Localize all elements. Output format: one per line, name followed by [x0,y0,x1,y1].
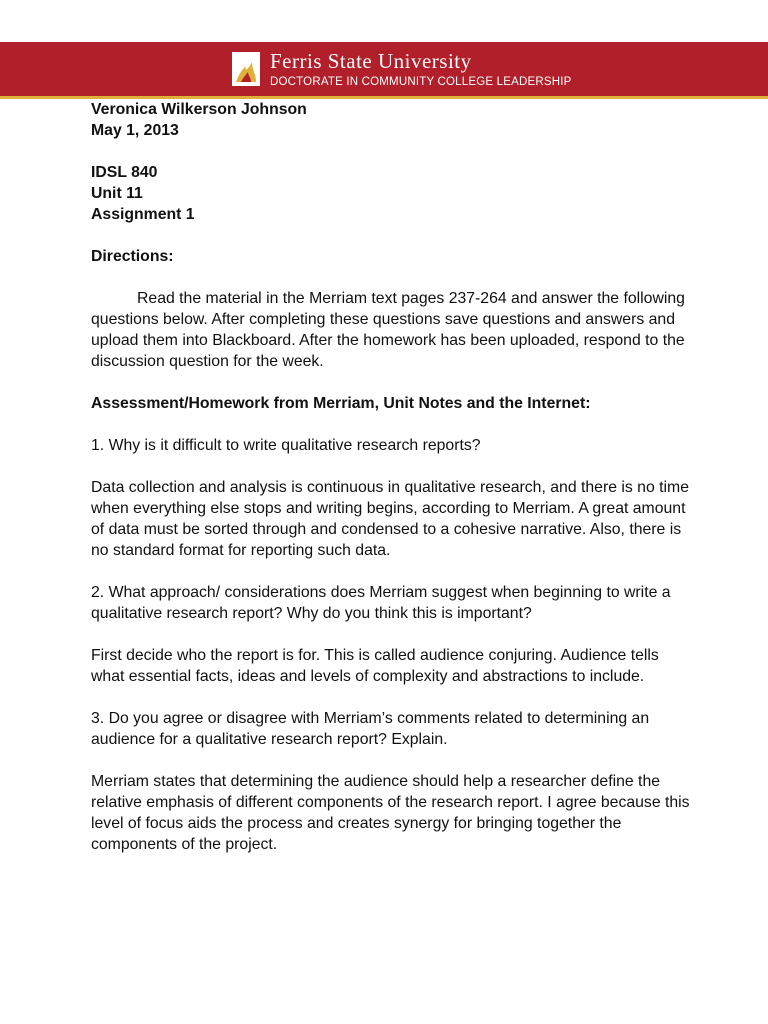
question-2: 2. What approach/ considerations does Merriam suggest when beginning to write a qualitative research report? Why do you think this is important? [91,584,671,622]
answer-2: First decide who the report is for. This is called audience conjuring. Audience tells what essential facts, ideas and levels of complexity and abstractions to include. [91,647,659,685]
program-name: DOCTORATE IN COMMUNITY COLLEGE LEADERSHIP [270,76,572,88]
university-name: Ferris State University [270,49,472,73]
question-3: 3. Do you agree or disagree with Merriam’s comments related to determining an audience for a qualitative research report? Explain. [91,710,650,748]
unit-label: Unit 11 [91,185,143,202]
question-1: 1. Why is it difficult to write qualitative research reports? [91,437,481,454]
directions-heading: Directions: [91,248,174,265]
answer-3: Merriam states that determining the audience should help a researcher define the relative emphasis of different components of the research report. I agree because this level of focus aids the process and creates synergy for bringing together the components of the project. [91,773,690,853]
assignment-label: Assignment 1 [91,206,195,223]
course-code: IDSL 840 [91,164,158,181]
assessment-heading: Assessment/Homework from Merriam, Unit Notes and the Internet: [91,395,591,412]
document-date: May 1, 2013 [91,122,179,139]
flame-logo-icon [232,52,260,86]
directions-text: Read the material in the Merriam text pages 237-264 and answer the following questions below. After completing these questions save questions and answers and upload them into Blackboard. After the homework has been uploaded, respond to the discussion question for the week. [91,290,685,370]
document-body [91,99,691,855]
answer-1: Data collection and analysis is continuous in qualitative research, and there is no time when everything else stops and writing begins, according to Merriam. A great amount of data must be sorted through and condensed to a cohesive narrative. Also, there is no standard format for reporting such data. [91,479,689,559]
author-name: Veronica Wilkerson Johnson [91,101,307,118]
